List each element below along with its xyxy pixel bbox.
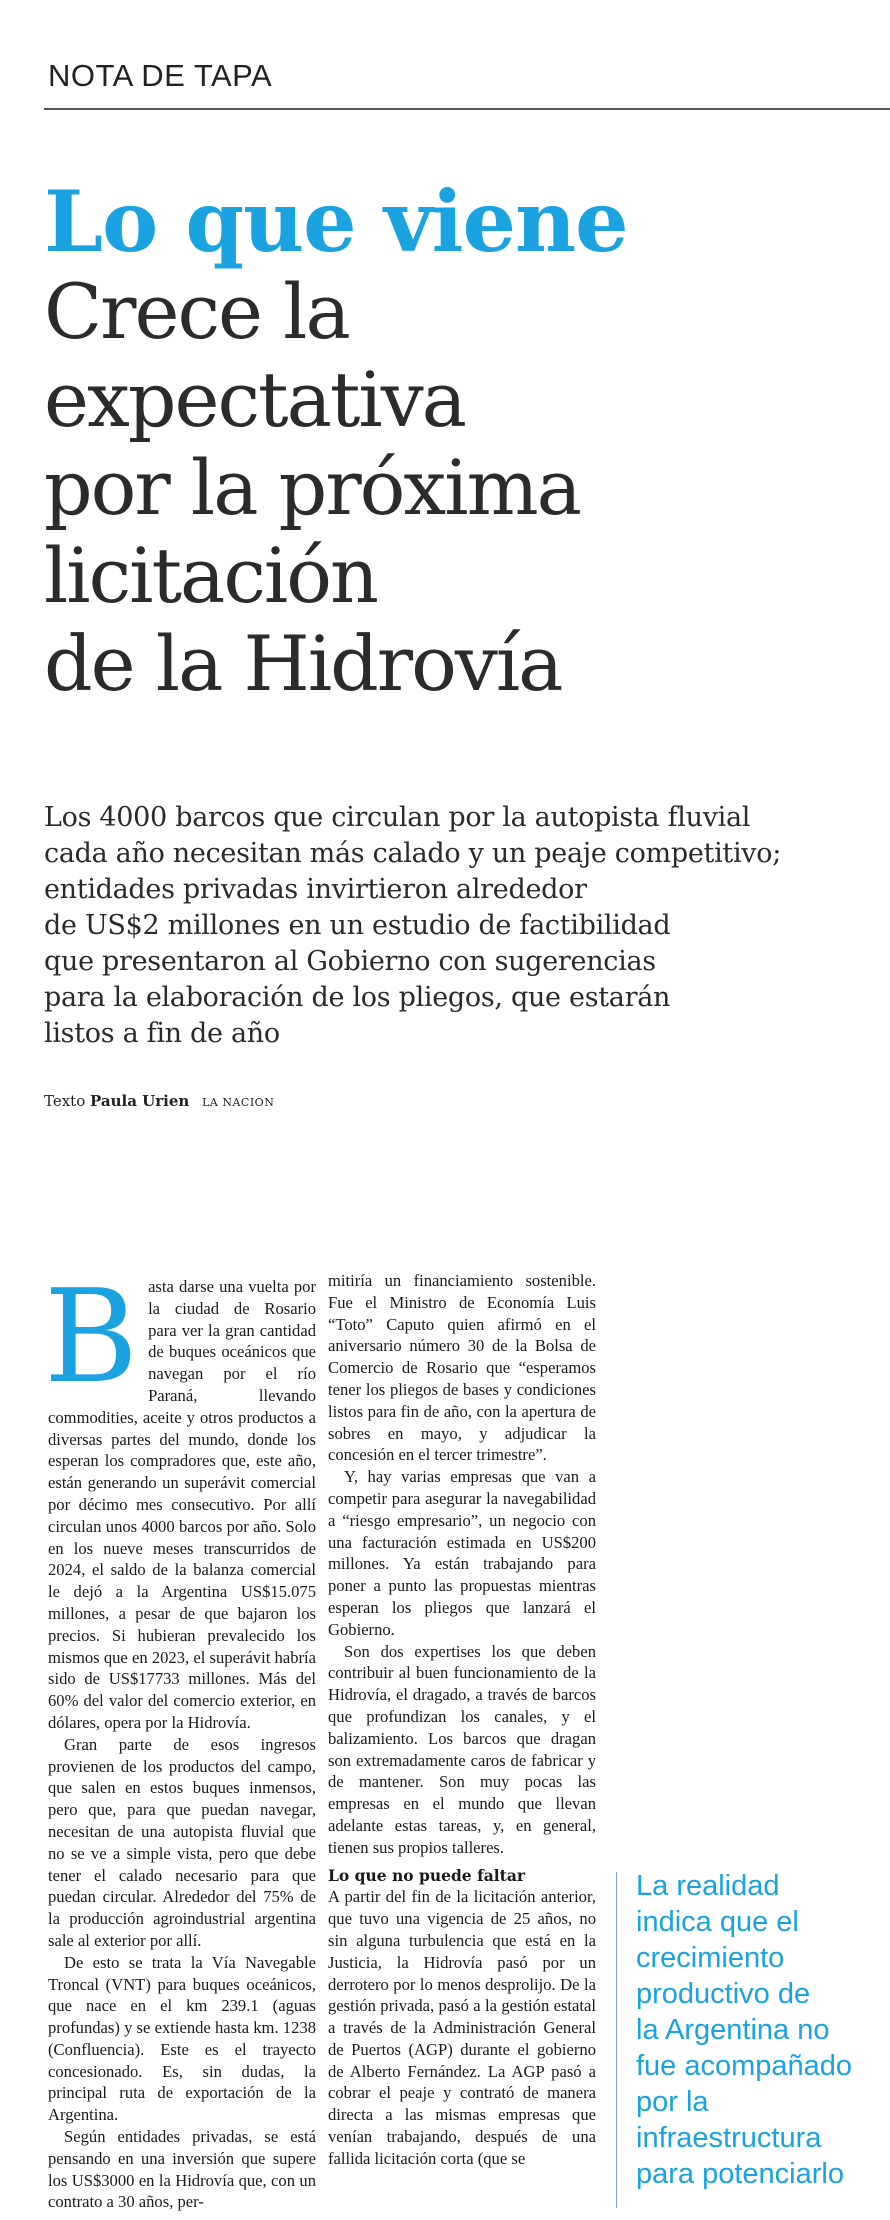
dek-line: para la elaboración de los pliegos, que estarán [44, 982, 671, 1013]
body-paragraph: Son dos expertises los que deben contribuir al buen funcionamiento de la Hidrovía, el dragado, a través de barcos que profundizan los canales, y el balizamiento. Los barcos que dragan son extremadamente caros de fabricar y de mantener. Son muy pocas las empresas en el mundo que llevan adelante estas tareas, y, en general, tienen sus propios talleres. [328, 1641, 596, 1857]
body-column-1 [44, 1263, 316, 2213]
byline-author: Paula Urien [90, 1092, 190, 1110]
subhead: Lo que no puede faltar [328, 1865, 526, 1885]
section-divider [44, 108, 890, 110]
headline-line: Crece la [44, 267, 349, 356]
dek-line: que presentaron al Gobierno con sugerencias [44, 946, 656, 977]
body-paragraph: Según entidades privadas, se está pensando en una inversión que supere los US$3000 en la Hidrovía que, con un contrato a 30 años, per- [48, 2127, 316, 2212]
section-label: NOTA DE TAPA [48, 58, 273, 93]
dek-line: listos a fin de año [44, 1018, 280, 1049]
body-paragraph [44, 1263, 316, 1734]
pullquote [636, 1868, 886, 2192]
pullquote-line: productivo de [636, 1978, 811, 2010]
dek [44, 800, 864, 1052]
pullquote-divider [616, 1872, 617, 2208]
kicker: Lo que viene [44, 172, 628, 271]
body-paragraph: mitiría un financiamiento sostenible. Fue el Ministro de Economía Luis “Toto” Caputo quien afirmó en el aniversario número 30 de la Bolsa de Comercio de Rosario que “esperamos tener los pliegos de bases y condiciones listos para fin de año, con la apertura de sobres en mayo, y adjudicar la concesión en el tercer trimestre”. [328, 1271, 596, 1465]
pullquote-line: fue acompañado [636, 2050, 853, 2082]
pullquote-line: para potenciarlo [636, 2158, 844, 2190]
body-paragraph: Gran parte de esos ingresos provienen de los productos del campo, que salen en estos buques inmensos, pero que, para que puedan navegar, necesitan de una autopista fluvial que no se ve a simple vista, pero que debe tener el calado necesario para que puedan circular. Alrededor del 75% de la producción agroindustrial argentina sale al exterior por allí. [48, 1734, 316, 1950]
headline-line: expectativa [44, 355, 465, 444]
body-paragraph-text: asta darse una vuelta por la ciudad de Rosario para ver la gran cantidad de buques oceánicos que navegan por el río Paraná, llevando commodities, aceite y otros productos a diversas partes del mundo, donde los esperan los compradores que, este año, están generando un superávit comercial por décimo mes consecutivo. Por allí circulan unos 4000 barcos por año. Solo en los nueve meses transcurridos de 2024, el saldo de la balanza comercial le dejó a la Argentina US$15.075 millones, a pesar de que bajaron los precios. Si hubieran prevalecido los mismos que en 2023, el superávit habría sido de US$17733 millones. Más del 60% del valor del comercio exterior, en dólares, opera por la Hidrovía. [48, 1277, 316, 1732]
pullquote-line: por la [636, 2086, 709, 2118]
byline-prefix: Texto [44, 1092, 86, 1110]
dek-line: de US$2 millones en un estudio de factibilidad [44, 910, 671, 941]
pullquote-line: crecimiento [636, 1942, 785, 1974]
body-paragraph: Y, hay varias empresas que van a competir para asegurar la navegabilidad a “riesgo empresario”, un negocio con una facturación estimada en US$200 millones. Ya están trabajando para poner a punto las propuestas mientras esperan los pliegos que lanzará el Gobierno. [328, 1467, 596, 1639]
pullquote-line: la Argentina no [636, 2014, 830, 2046]
dek-line: entidades privadas invirtieron alrededor [44, 874, 587, 905]
dek-line: Los 4000 barcos que circulan por la autopista fluvial [44, 802, 751, 833]
drop-cap: B [44, 1263, 139, 1412]
headline-line: por la próxima [44, 443, 580, 532]
pullquote-line: La realidad [636, 1870, 780, 1902]
headline-line: licitación [44, 531, 377, 620]
body-paragraph: De esto se trata la Vía Navegable Troncal (VNT) para buques oceánicos, que nace en el km 239.1 (aguas profundas) y se extiende hasta km. 1238 (Confluencia). Este es el trayecto concesionado. Es, sin dudas, la principal ruta de exportación de la Argentina. [48, 1952, 316, 2125]
byline [44, 1092, 274, 1110]
body-paragraph: A partir del fin de la licitación anterior, que tuvo una vigencia de 25 años, no sin alguna turbulencia que está en la Justicia, la Hidrovía pasó por un derrotero por lo menos desprolijo. De la gestión privada, pasó a la gestión estatal a través de la Administración General de Puertos (AGP) durante el gobierno de Alberto Fernández. La AGP pasó a cobrar el peaje y contrató de manera directa a las mismas empresas que venían trabajando, después de una fallida licitación corta (que se [328, 1887, 596, 2168]
pullquote-line: indica que el [636, 1906, 799, 1938]
dek-line: cada año necesitan más calado y un peaje competitivo; [44, 838, 782, 869]
byline-outlet: LA NACION [202, 1096, 275, 1109]
headline [44, 268, 864, 708]
body-column-2 [328, 1270, 596, 2170]
pullquote-line: infraestructura [636, 2122, 822, 2154]
headline-line: de la Hidrovía [44, 619, 562, 708]
